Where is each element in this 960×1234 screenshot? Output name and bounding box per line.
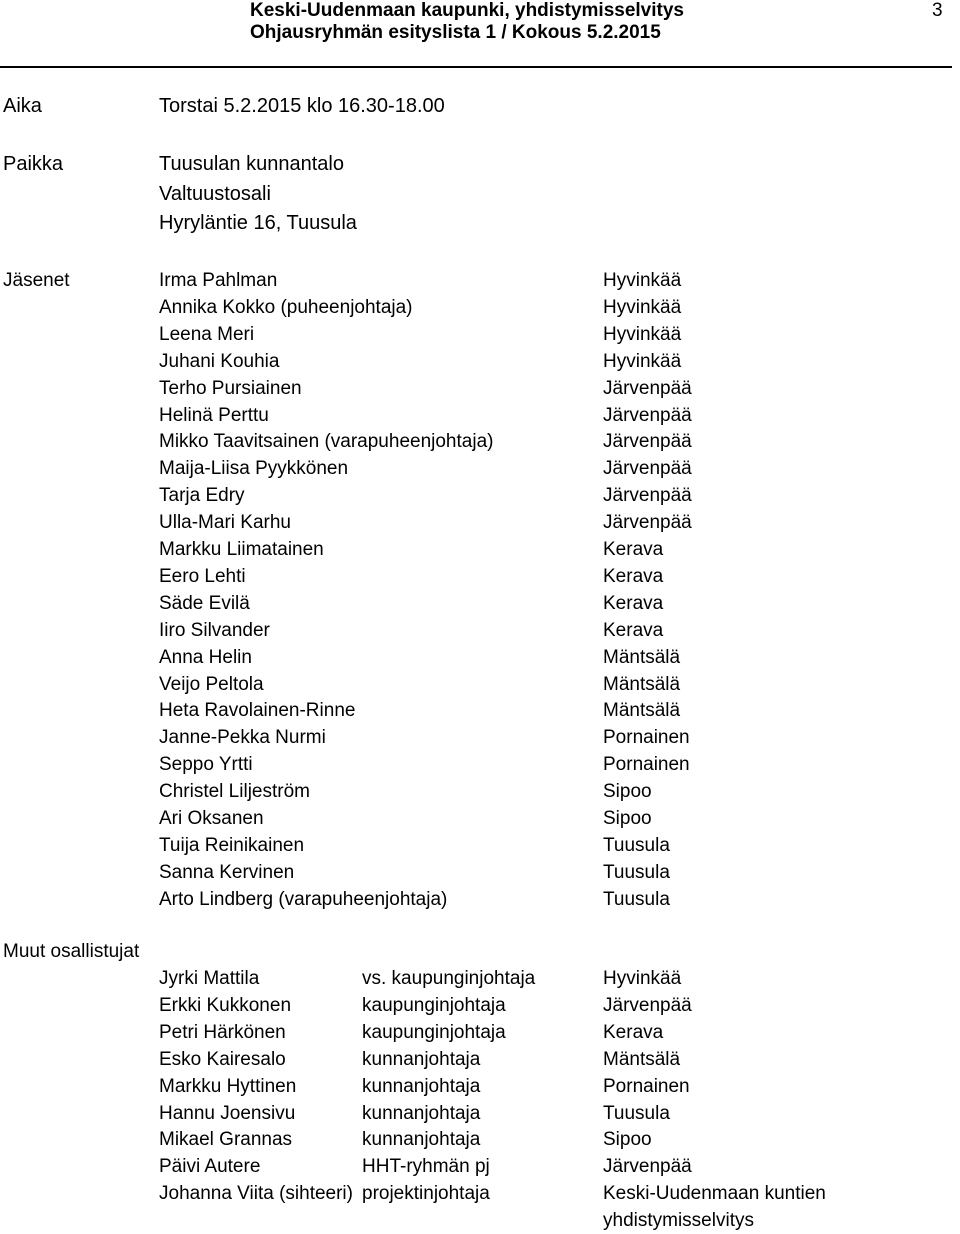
member-name: Säde Evilä [159,593,250,614]
muut-label: Muut osallistujat [3,941,140,962]
member-city: Tuusula [603,889,670,910]
member-city: Sipoo [603,808,652,829]
participant-city: Tuusula [603,1103,670,1124]
member-city: Hyvinkää [603,351,682,372]
member-city: Tuusula [603,835,670,856]
member-name: Tuija Reinikainen [159,835,305,856]
member-name: Eero Lehti [159,566,246,587]
participant-name: Mikael Grannas [159,1129,293,1150]
participant-city: Kerava [603,1022,664,1043]
member-name: Leena Meri [159,324,255,345]
participant-name: Markku Hyttinen [159,1076,297,1097]
participant-role: projektinjohtaja [362,1183,490,1204]
member-name: Annika Kokko (puheenjohtaja) [159,297,413,318]
paikka-line: Valtuustosali [159,183,271,205]
member-name: Sanna Kervinen [159,862,295,883]
member-city: Mäntsälä [603,647,681,668]
participant-role: kunnanjohtaja [362,1129,481,1150]
participant-role: kunnanjohtaja [362,1049,481,1070]
member-name: Anna Helin [159,647,252,668]
participant-role: vs. kaupunginjohtaja [362,968,536,989]
member-city: Järvenpää [603,405,692,426]
member-city: Tuusula [603,862,670,883]
participant-city: Mäntsälä [603,1049,681,1070]
member-city: Järvenpää [603,512,692,533]
participant-city: Pornainen [603,1076,690,1097]
participant-city: Hyvinkää [603,968,682,989]
member-name: Iiro Silvander [159,620,270,641]
participant-name: Johanna Viita (sihteeri) [159,1183,353,1204]
jasenet-label: Jäsenet [3,270,70,291]
member-city: Hyvinkää [603,270,682,291]
participant-role: kaupunginjohtaja [362,995,506,1016]
participant-role: HHT-ryhmän pj [362,1156,490,1177]
page-header [0,0,960,68]
member-name: Irma Pahlman [159,270,278,291]
member-city: Kerava [603,620,664,641]
member-city: Pornainen [603,727,690,748]
participant-role: kunnanjohtaja [362,1076,481,1097]
member-name: Tarja Edry [159,485,245,506]
participant-city-continued: yhdistymisselvitys [603,1210,754,1231]
participant-name: Päivi Autere [159,1156,261,1177]
member-city: Kerava [603,539,664,560]
paikka-label: Paikka [3,153,64,175]
header-divider [0,66,952,68]
aika-label: Aika [3,95,42,117]
participant-name: Petri Härkönen [159,1022,286,1043]
member-city: Kerava [603,593,664,614]
member-name: Ulla-Mari Karhu [159,512,291,533]
member-name: Veijo Peltola [159,674,264,695]
member-name: Janne-Pekka Nurmi [159,727,326,748]
member-city: Hyvinkää [603,297,682,318]
member-name: Ari Oksanen [159,808,264,829]
participant-name: Erkki Kukkonen [159,995,292,1016]
page-number: 3 [932,0,943,21]
member-city: Mäntsälä [603,700,681,721]
header-subtitle: Ohjausryhmän esityslista 1 / Kokous 5.2.2015 [250,22,661,43]
participant-city: Järvenpää [603,995,692,1016]
member-name: Juhani Kouhia [159,351,280,372]
member-city: Kerava [603,566,664,587]
member-name: Seppo Yrtti [159,754,253,775]
member-city: Järvenpää [603,485,692,506]
paikka-line: Tuusulan kunnantalo [159,153,344,175]
participant-name: Esko Kairesalo [159,1049,286,1070]
member-city: Järvenpää [603,378,692,399]
member-name: Maija-Liisa Pyykkönen [159,458,349,479]
participant-role: kaupunginjohtaja [362,1022,506,1043]
member-name: Heta Ravolainen-Rinne [159,700,356,721]
member-name: Mikko Taavitsainen (varapuheenjohtaja) [159,431,494,452]
participant-role: kunnanjohtaja [362,1103,481,1124]
member-name: Helinä Perttu [159,405,269,426]
member-name: Christel Liljeström [159,781,310,802]
header-title: Keski-Uudenmaan kaupunki, yhdistymisselvitys [250,0,684,21]
paikka-line: Hyryläntie 16, Tuusula [159,212,357,234]
participant-city: Järvenpää [603,1156,692,1177]
participant-city: Sipoo [603,1129,652,1150]
participant-name: Hannu Joensivu [159,1103,296,1124]
member-name: Arto Lindberg (varapuheenjohtaja) [159,889,448,910]
member-name: Terho Pursiainen [159,378,302,399]
member-city: Hyvinkää [603,324,682,345]
participant-name: Jyrki Mattila [159,968,260,989]
member-city: Järvenpää [603,458,692,479]
member-city: Mäntsälä [603,674,681,695]
member-city: Pornainen [603,754,690,775]
member-name: Markku Liimatainen [159,539,324,560]
aika-value: Torstai 5.2.2015 klo 16.30-18.00 [159,95,445,117]
member-city: Järvenpää [603,431,692,452]
participant-city: Keski-Uudenmaan kuntien [603,1183,826,1204]
member-city: Sipoo [603,781,652,802]
